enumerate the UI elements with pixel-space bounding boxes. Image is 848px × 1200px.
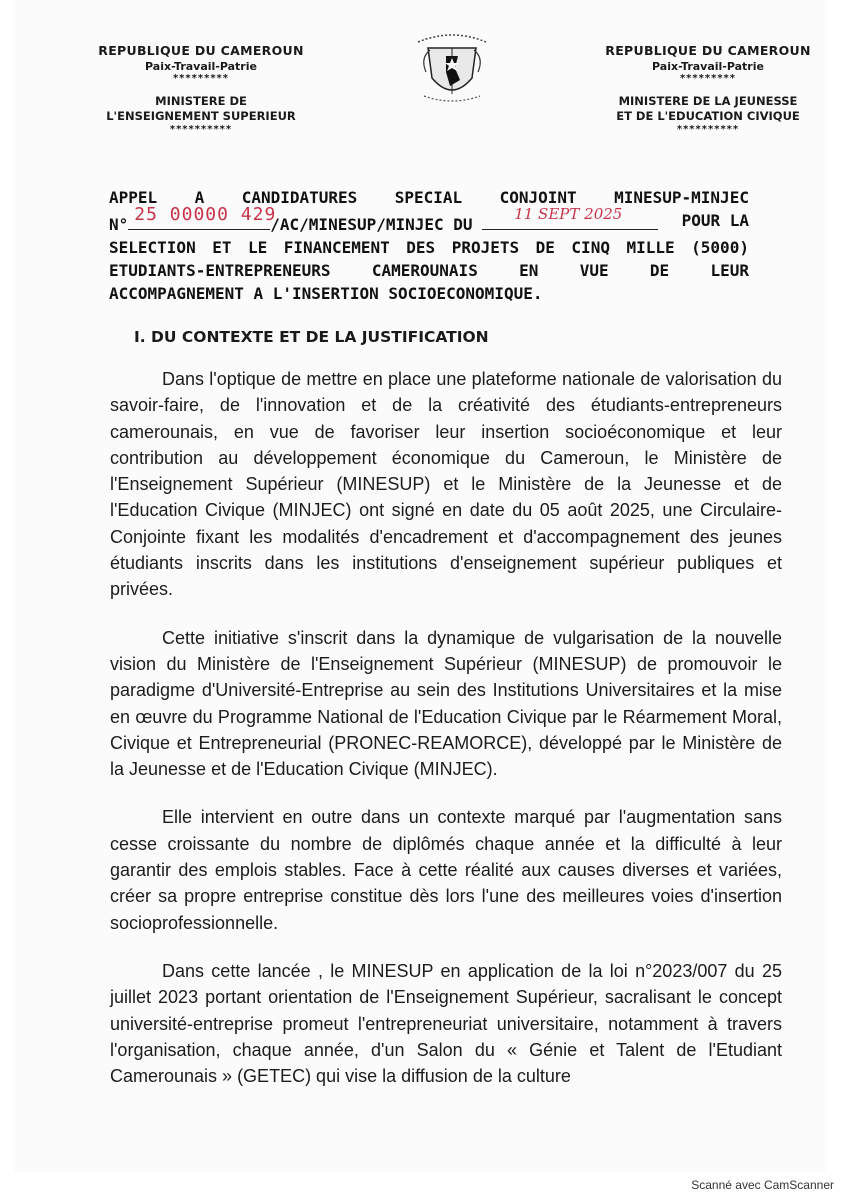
- handwritten-date: 11 SEPT 2025: [514, 205, 623, 223]
- title-word: LEUR: [710, 261, 749, 280]
- paragraph-initiative: Cette initiative s'inscrit dans la dynamique de vulgarisation de la nouvelle vision du Ministère de l'Enseignement Supérieur (MINESUP) de promouvoir le paradigme d'Université-Entreprise au sein des Institutions Universitaires et la mise en œuvre du Programme National de l'Education Civique par le Réarmement Moral, Civique et Entrepreneurial (PRONEC-REAMORCE), développé par le Ministère de la Jeunesse et de l'Education Civique (MINJEC).: [110, 627, 782, 780]
- title-word: SPECIAL: [394, 188, 463, 207]
- header-right-stars-top: *********: [679, 73, 737, 84]
- title-word: CONJOINT: [499, 188, 577, 207]
- header-left-stars-top: *********: [172, 73, 230, 84]
- title-word: CANDIDATURES: [241, 188, 358, 207]
- title-word: VUE: [579, 261, 609, 280]
- title-line-2: [109, 204, 749, 236]
- title-word: APPEL: [109, 188, 158, 207]
- title-word: (5000): [691, 238, 749, 257]
- title-word: PROJETS: [451, 238, 520, 257]
- paragraph-context: Dans l'optique de mettre en place une plateforme nationale de valorisation du savoir-faire, de l'innovation et de la créativité des étudiants-entrepreneurs camerounais, en vue de favoriser leur insertion socioéconomique et leur contribution au développement économique du Cameroun, le Ministère de l'Enseignement Supérieur (MINESUP) et le Ministère de la Jeunesse et de l'Education Civique (MINJEC) ont signé en date du 05 août 2025, une Circulaire-Conjointe fixant les modalités d'encadrement et d'accompagnement des jeunes étudiants inscrits dans les institutions d'enseignement supérieur publiques et privées.: [110, 369, 782, 600]
- header-right-ministry: [590, 94, 826, 124]
- title-reference-suffix: /AC/MINESUP/MINJEC DU: [270, 215, 473, 234]
- paragraph-employment: Elle intervient en outre dans un contexte marqué par l'augmentation sans cesse croissante du nombre de diplômés chaque année et la difficulté à leur garantir des emplois stables. Face à cette réalité aux causes diverses et variées, créer sa propre entreprise constitue dès lors l'une des meilleures voies d'insertion socioprofessionnelle.: [110, 807, 782, 933]
- coat-of-arms-emblem: [406, 28, 498, 108]
- title-word: CAMEROUNAIS: [371, 261, 478, 280]
- title-line-3: [109, 236, 749, 259]
- title-word: EN: [519, 261, 539, 280]
- title-word: DE: [649, 261, 670, 280]
- title-line-4: [109, 259, 749, 282]
- title-word: MINESUP-MINJEC: [614, 188, 749, 207]
- header-left-motto: Paix-Travail-Patrie: [145, 60, 257, 73]
- header-right-country: REPUBLIQUE DU CAMEROUN: [605, 43, 811, 58]
- header-left-stars-bottom: **********: [169, 124, 233, 135]
- title-word: ET: [212, 238, 232, 257]
- header-left-ministry: [86, 94, 316, 124]
- title-word: LE: [248, 238, 268, 257]
- reference-number-field: [128, 204, 277, 230]
- date-field: [482, 205, 658, 230]
- header-left-ministry-line2: L'ENSEIGNEMENT SUPERIEUR: [106, 109, 296, 123]
- title-word: CINQ: [571, 238, 610, 257]
- header-left-ministry-line1: MINISTERE DE: [155, 94, 247, 108]
- title-word: DE: [535, 238, 555, 257]
- handwritten-reference-number: 25 00000 429: [134, 204, 277, 225]
- title-number-prefix: N°: [109, 215, 129, 234]
- title-line-5: ACCOMPAGNEMENT A L'INSERTION SOCIOECONOMIQUE.: [109, 284, 543, 303]
- paragraph-getec: Dans cette lancée , le MINESUP en application de la loi n°2023/007 du 25 juillet 2023 portant orientation de l'Enseignement Supérieur, sacralisant le concept université-entreprise promeut l'entrepreneuriat universitaire, notamment à travers l'organisation, chaque année, d'un Salon du « Génie et Talent de l'Etudiant Camerounais » (GETEC) qui vise la diffusion de la culture: [110, 960, 782, 1087]
- title-line-2-end: POUR LA: [681, 211, 749, 230]
- title-word: DES: [406, 238, 436, 257]
- title-word: FINANCEMENT: [283, 238, 390, 257]
- title-word: A: [194, 188, 205, 207]
- title-word: SELECTION: [109, 238, 196, 257]
- header-right-motto: Paix-Travail-Patrie: [652, 60, 764, 73]
- document-title: [109, 186, 749, 305]
- section-heading: I. DU CONTEXTE ET DE LA JUSTIFICATION: [134, 328, 489, 346]
- document-page: [14, 0, 826, 1172]
- header-right-block: [590, 43, 826, 135]
- scanner-watermark: Scanné avec CamScanner: [691, 1178, 834, 1192]
- header-right-stars-bottom: **********: [676, 124, 740, 135]
- header-left-country: REPUBLIQUE DU CAMEROUN: [98, 43, 304, 58]
- header-left-block: [86, 43, 316, 135]
- header-right-ministry-line2: ET DE L'EDUCATION CIVIQUE: [616, 109, 800, 123]
- document-body: [110, 366, 782, 1111]
- title-word: ETUDIANTS-ENTREPRENEURS: [109, 261, 331, 280]
- title-word: MILLE: [626, 238, 675, 257]
- header-right-ministry-line1: MINISTERE DE LA JEUNESSE: [618, 94, 798, 108]
